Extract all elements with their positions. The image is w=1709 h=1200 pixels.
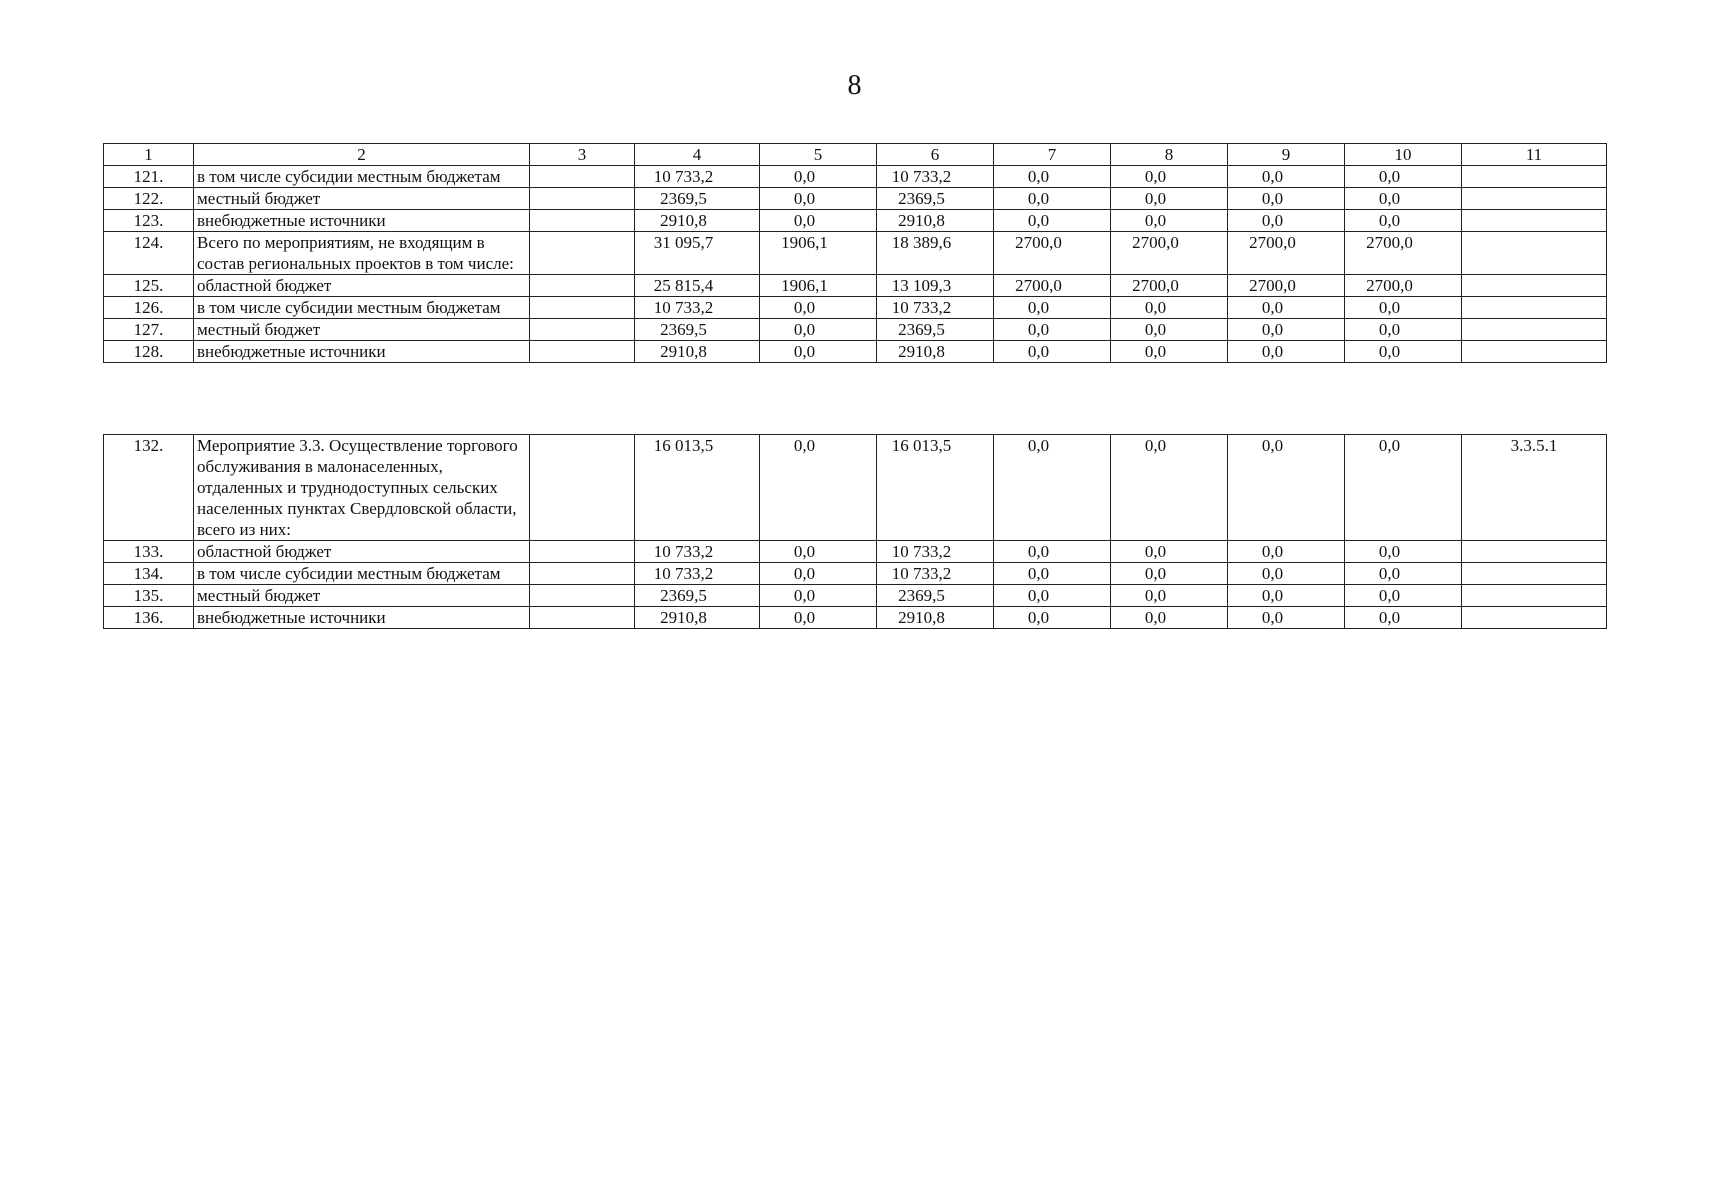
column-11-cell [1462, 232, 1607, 275]
column-11-cell [1462, 541, 1607, 563]
value-cell: 2700,0 [1345, 232, 1462, 275]
value-cell: 0,0 [1111, 541, 1228, 563]
table-row [104, 188, 1607, 210]
column-11-cell [1462, 563, 1607, 585]
value-cell: 0,0 [1228, 541, 1345, 563]
value-cell: 0,0 [1111, 585, 1228, 607]
table-row [104, 297, 1607, 319]
row-name-cell: внебюджетные источники [194, 210, 530, 232]
value-cell: 0,0 [1345, 188, 1462, 210]
row-name-cell: местный бюджет [194, 188, 530, 210]
value-cell: 0,0 [994, 341, 1111, 363]
row-number-cell: 136. [104, 607, 194, 629]
value-cell: 2910,8 [635, 607, 760, 629]
value-cell: 2910,8 [635, 341, 760, 363]
row-name-cell: внебюджетные источники [194, 607, 530, 629]
value-cell: 2700,0 [994, 275, 1111, 297]
row-number-cell: 125. [104, 275, 194, 297]
value-cell: 2369,5 [877, 585, 994, 607]
row-number-cell: 127. [104, 319, 194, 341]
value-cell: 2700,0 [1111, 232, 1228, 275]
value-cell: 2910,8 [877, 607, 994, 629]
value-cell: 0,0 [994, 435, 1111, 541]
value-cell: 2369,5 [635, 188, 760, 210]
column-number: 2 [194, 144, 530, 166]
value-cell: 10 733,2 [877, 166, 994, 188]
value-cell: 10 733,2 [877, 541, 994, 563]
value-cell: 0,0 [1345, 585, 1462, 607]
column-11-cell [1462, 607, 1607, 629]
row-number-cell: 123. [104, 210, 194, 232]
column-number: 5 [760, 144, 877, 166]
table-row [104, 607, 1607, 629]
page-number: 8 [847, 70, 862, 101]
row-name-cell: в том числе субсидии местным бюджетам [194, 563, 530, 585]
value-cell: 2700,0 [1228, 232, 1345, 275]
column-11-cell: 3.3.5.1 [1462, 435, 1607, 541]
column-3-cell [530, 275, 635, 297]
column-number: 6 [877, 144, 994, 166]
column-11-cell [1462, 275, 1607, 297]
column-3-cell [530, 319, 635, 341]
column-3-cell [530, 585, 635, 607]
value-cell: 10 733,2 [877, 563, 994, 585]
row-number-cell: 121. [104, 166, 194, 188]
column-number: 10 [1345, 144, 1462, 166]
value-cell: 0,0 [1111, 188, 1228, 210]
value-cell: 2369,5 [635, 319, 760, 341]
column-3-cell [530, 188, 635, 210]
table-row [104, 166, 1607, 188]
value-cell: 0,0 [1345, 319, 1462, 341]
value-cell: 2700,0 [1228, 275, 1345, 297]
value-cell: 0,0 [760, 607, 877, 629]
value-cell: 10 733,2 [635, 166, 760, 188]
table-row [104, 210, 1607, 232]
value-cell: 25 815,4 [635, 275, 760, 297]
row-name-cell: местный бюджет [194, 585, 530, 607]
row-name-cell: областной бюджет [194, 275, 530, 297]
value-cell: 10 733,2 [635, 541, 760, 563]
value-cell: 2700,0 [1111, 275, 1228, 297]
row-number-cell: 132. [104, 435, 194, 541]
column-3-cell [530, 435, 635, 541]
row-number-cell: 134. [104, 563, 194, 585]
row-name-cell: местный бюджет [194, 319, 530, 341]
value-cell: 0,0 [760, 563, 877, 585]
value-cell: 0,0 [1228, 585, 1345, 607]
column-number: 1 [104, 144, 194, 166]
value-cell: 0,0 [1111, 166, 1228, 188]
column-number: 8 [1111, 144, 1228, 166]
value-cell: 0,0 [1345, 166, 1462, 188]
row-name-cell: внебюджетные источники [194, 341, 530, 363]
column-11-cell [1462, 297, 1607, 319]
value-cell: 0,0 [1111, 607, 1228, 629]
table-row [104, 435, 1607, 541]
value-cell: 0,0 [1228, 563, 1345, 585]
column-11-cell [1462, 210, 1607, 232]
budget-table-top [103, 143, 1607, 363]
column-3-cell [530, 607, 635, 629]
value-cell: 13 109,3 [877, 275, 994, 297]
column-11-cell [1462, 319, 1607, 341]
value-cell: 2910,8 [635, 210, 760, 232]
value-cell: 0,0 [1345, 341, 1462, 363]
row-name-cell: областной бюджет [194, 541, 530, 563]
column-11-cell [1462, 188, 1607, 210]
value-cell: 0,0 [1228, 341, 1345, 363]
row-name-cell: в том числе субсидии местным бюджетам [194, 166, 530, 188]
row-number-cell: 135. [104, 585, 194, 607]
column-3-cell [530, 341, 635, 363]
column-number: 4 [635, 144, 760, 166]
value-cell: 0,0 [1345, 607, 1462, 629]
value-cell: 0,0 [760, 188, 877, 210]
value-cell: 0,0 [1111, 319, 1228, 341]
value-cell: 0,0 [760, 297, 877, 319]
value-cell: 0,0 [1345, 297, 1462, 319]
value-cell: 0,0 [1228, 166, 1345, 188]
budget-table-bottom [103, 434, 1607, 629]
value-cell: 10 733,2 [635, 563, 760, 585]
value-cell: 31 095,7 [635, 232, 760, 275]
table-row [104, 585, 1607, 607]
value-cell: 0,0 [1111, 435, 1228, 541]
value-cell: 0,0 [994, 297, 1111, 319]
value-cell: 0,0 [1345, 541, 1462, 563]
column-number: 11 [1462, 144, 1607, 166]
value-cell: 1906,1 [760, 275, 877, 297]
value-cell: 0,0 [760, 210, 877, 232]
value-cell: 0,0 [760, 319, 877, 341]
value-cell: 10 733,2 [877, 297, 994, 319]
value-cell: 0,0 [1228, 210, 1345, 232]
value-cell: 0,0 [994, 166, 1111, 188]
value-cell: 0,0 [994, 188, 1111, 210]
value-cell: 0,0 [994, 585, 1111, 607]
column-3-cell [530, 541, 635, 563]
column-11-cell [1462, 166, 1607, 188]
value-cell: 0,0 [1345, 210, 1462, 232]
value-cell: 2700,0 [1345, 275, 1462, 297]
column-3-cell [530, 210, 635, 232]
value-cell: 0,0 [1111, 563, 1228, 585]
value-cell: 0,0 [1345, 435, 1462, 541]
row-number-cell: 133. [104, 541, 194, 563]
column-3-cell [530, 232, 635, 275]
value-cell: 0,0 [1228, 297, 1345, 319]
row-name-cell: Всего по мероприятиям, не входящим в состав региональных проектов в том числе: [194, 232, 530, 275]
value-cell: 0,0 [994, 319, 1111, 341]
value-cell: 0,0 [994, 607, 1111, 629]
row-name-cell: Мероприятие 3.3. Осуществление торгового обслуживания в малонаселенных, отдаленных и труднодоступных сельских населенных пунктах Свердловской области, всего из них: [194, 435, 530, 541]
value-cell: 2910,8 [877, 210, 994, 232]
column-number: 3 [530, 144, 635, 166]
value-cell: 0,0 [1111, 341, 1228, 363]
column-3-cell [530, 297, 635, 319]
value-cell: 2700,0 [994, 232, 1111, 275]
row-name-cell: в том числе субсидии местным бюджетам [194, 297, 530, 319]
value-cell: 2369,5 [877, 319, 994, 341]
table-row [104, 319, 1607, 341]
value-cell: 1906,1 [760, 232, 877, 275]
table-row [104, 232, 1607, 275]
row-number-cell: 122. [104, 188, 194, 210]
value-cell: 0,0 [994, 210, 1111, 232]
value-cell: 0,0 [1111, 297, 1228, 319]
column-11-cell [1462, 341, 1607, 363]
table-row [104, 541, 1607, 563]
column-3-cell [530, 563, 635, 585]
value-cell: 0,0 [1228, 607, 1345, 629]
column-number: 7 [994, 144, 1111, 166]
column-number-row [104, 144, 1607, 166]
value-cell: 0,0 [1345, 563, 1462, 585]
value-cell: 0,0 [1228, 435, 1345, 541]
row-number-cell: 128. [104, 341, 194, 363]
value-cell: 2910,8 [877, 341, 994, 363]
value-cell: 0,0 [1228, 319, 1345, 341]
value-cell: 0,0 [760, 541, 877, 563]
value-cell: 0,0 [760, 341, 877, 363]
row-number-cell: 126. [104, 297, 194, 319]
value-cell: 0,0 [994, 563, 1111, 585]
value-cell: 2369,5 [635, 585, 760, 607]
value-cell: 2369,5 [877, 188, 994, 210]
value-cell: 10 733,2 [635, 297, 760, 319]
value-cell: 0,0 [760, 166, 877, 188]
value-cell: 0,0 [1228, 188, 1345, 210]
value-cell: 18 389,6 [877, 232, 994, 275]
column-3-cell [530, 166, 635, 188]
value-cell: 16 013,5 [877, 435, 994, 541]
value-cell: 0,0 [760, 435, 877, 541]
table-row [104, 563, 1607, 585]
value-cell: 0,0 [994, 541, 1111, 563]
value-cell: 0,0 [1111, 210, 1228, 232]
column-11-cell [1462, 585, 1607, 607]
row-number-cell: 124. [104, 232, 194, 275]
column-number: 9 [1228, 144, 1345, 166]
value-cell: 16 013,5 [635, 435, 760, 541]
table-row [104, 341, 1607, 363]
value-cell: 0,0 [760, 585, 877, 607]
table-row [104, 275, 1607, 297]
